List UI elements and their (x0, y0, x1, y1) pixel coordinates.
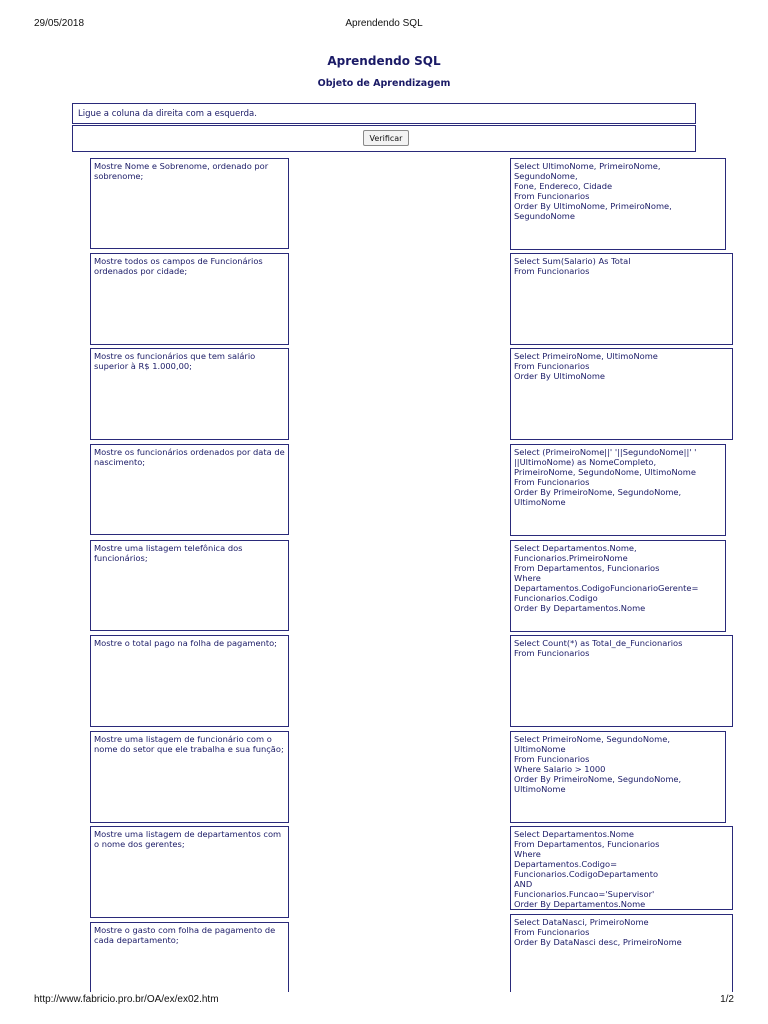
left-item-9[interactable]: Mostre o gasto com folha de pagamento de cada departamento; (90, 922, 289, 992)
right-item-1[interactable]: Select UltimoNome, PrimeiroNome, SegundoNome, Fone, Endereco, Cidade From Funcionarios Order By UltimoNome, PrimeiroNome, SegundoNome (510, 158, 726, 250)
left-item-1[interactable]: Mostre Nome e Sobrenome, ordenado por sobrenome; (90, 158, 289, 249)
page-subtitle: Objeto de Aprendizagem (317, 78, 451, 89)
left-item-4[interactable]: Mostre os funcionários ordenados por data de nascimento; (90, 444, 289, 535)
right-item-4[interactable]: Select (PrimeiroNome||' '||SegundoNome||' ' ||UltimoNome) as NomeCompleto, PrimeiroNome, SegundoNome, UltimoNome From Funcionarios Order By PrimeiroNome, SegundoNome, UltimoNome (510, 444, 726, 536)
verify-panel (72, 125, 696, 152)
left-item-7[interactable]: Mostre uma listagem de funcionário com o nome do setor que ele trabalha e sua função; (90, 731, 289, 823)
right-item-9[interactable]: Select DataNasci, PrimeiroNome From Funcionarios Order By DataNasci desc, PrimeiroNome (510, 914, 733, 992)
right-item-5[interactable]: Select Departamentos.Nome, Funcionarios.PrimeiroNome From Departamentos, Funcionarios Where Departamentos.CodigoFuncionarioGerente= Funcionarios.Codigo Order By Departamentos.Nome (510, 540, 726, 632)
verify-button[interactable]: Verificar (363, 130, 409, 146)
left-item-6[interactable]: Mostre o total pago na folha de pagamento; (90, 635, 289, 727)
print-footer-page: 1/2 (720, 994, 734, 1005)
page-title: Aprendendo SQL (327, 54, 441, 68)
left-item-8[interactable]: Mostre uma listagem de departamentos com o nome dos gerentes; (90, 826, 289, 918)
left-item-3[interactable]: Mostre os funcionários que tem salário superior à R$ 1.000,00; (90, 348, 289, 440)
print-footer-url: http://www.fabricio.pro.br/OA/ex/ex02.htm (34, 994, 219, 1005)
left-item-2[interactable]: Mostre todos os campos de Funcionários ordenados por cidade; (90, 253, 289, 345)
right-item-2[interactable]: Select Sum(Salario) As Total From Funcionarios (510, 253, 733, 345)
right-item-6[interactable]: Select Count(*) as Total_de_Funcionarios From Funcionarios (510, 635, 733, 727)
left-item-5[interactable]: Mostre uma listagem telefônica dos funcionários; (90, 540, 289, 631)
right-item-8[interactable]: Select Departamentos.Nome From Departamentos, Funcionarios Where Departamentos.Codigo= Funcionarios.CodigoDepartamento AND Funcionarios.Funcao='Supervisor' Order By Departamentos.Nome (510, 826, 733, 910)
print-header-title: Aprendendo SQL (345, 18, 423, 29)
right-item-3[interactable]: Select PrimeiroNome, UltimoNome From Funcionarios Order By UltimoNome (510, 348, 733, 440)
print-header-date: 29/05/2018 (34, 18, 85, 29)
instruction-text: Ligue a coluna da direita com a esquerda. (78, 109, 257, 119)
right-item-7[interactable]: Select PrimeiroNome, SegundoNome, UltimoNome From Funcionarios Where Salario > 1000 Order By PrimeiroNome, SegundoNome, UltimoNome (510, 731, 726, 823)
instruction-panel (72, 103, 696, 124)
